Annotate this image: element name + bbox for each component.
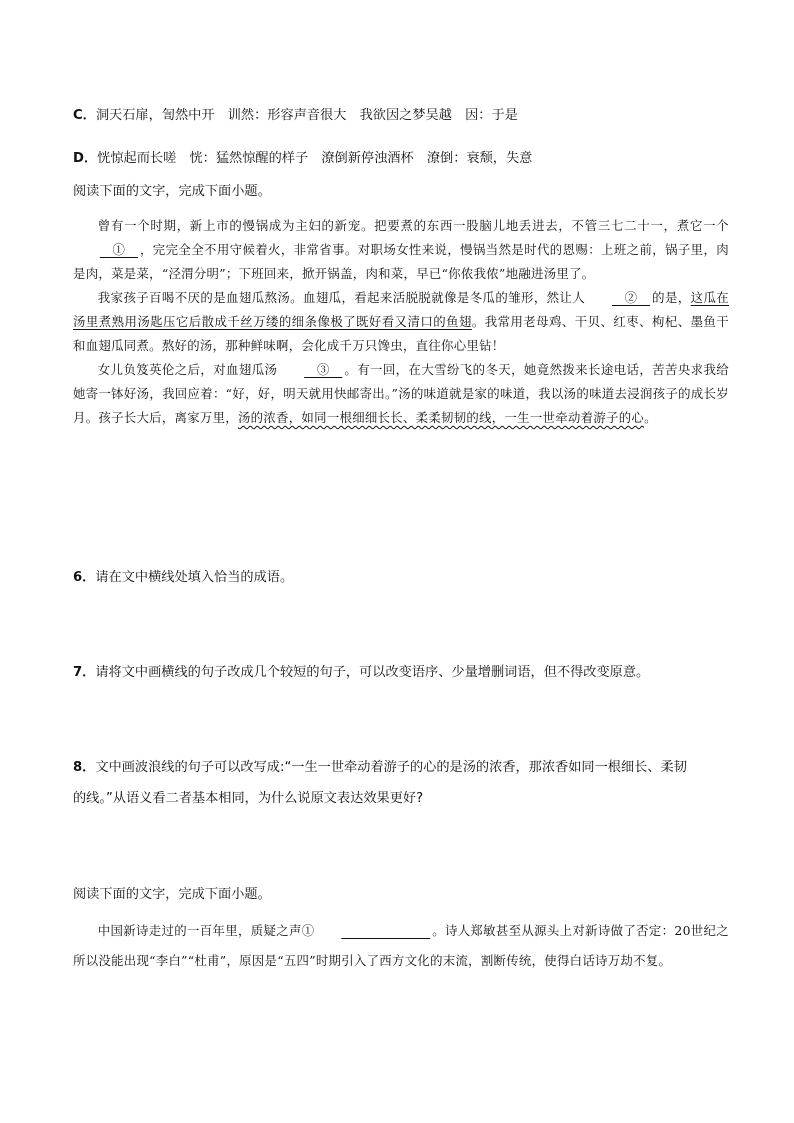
question-7-number: 7．	[73, 665, 96, 680]
option-d-letter: D．	[73, 151, 98, 166]
question-6-number: 6．	[73, 570, 96, 585]
question-7-text: 请将文中画横线的句子改成几个较短的句子，可以改变语序、少量增删词语，但不得改变原意。	[95, 665, 650, 680]
option-c-text: 洞天石扉，訇然中开 训然：形容声音很大 我欲因之梦吴越 因：于是	[95, 108, 518, 123]
reading-intro-2: 阅读下面的文字，完成下面小题。	[73, 887, 271, 902]
question-7	[73, 663, 649, 683]
question-6-text: 请在文中横线处填入恰当的成语。	[95, 570, 294, 585]
question-6	[73, 568, 293, 588]
text-run: 我家孩子百喝不厌的是血翅瓜熬汤。血翅瓜，看起来活脱脱就像是冬瓜的雏形，然让人	[97, 290, 586, 305]
text-run: 。诗人郑敏甚至从源头上对新诗做了否定：20世纪之所以没能出现“李白”“杜甫”，原因是“五四”时期引入了西方文化的末流，割断传统，使得白话诗万劫不复。	[73, 923, 729, 968]
option-c-letter: C．	[73, 108, 96, 123]
passage-1-paragraph-3	[73, 358, 729, 430]
reading-intro-1: 阅读下面的文字，完成下面小题。	[73, 184, 271, 199]
question-8-line-2: 的线。”从语义看二者基本相同，为什么说原文表达效果更好?	[73, 791, 424, 806]
question-8-text-1: 文中画波浪线的句子可以改写成:“一生一世牵动着游子的心的是汤的浓香，那浓香如同一根细长、柔韧	[95, 760, 687, 775]
underlined-sentence: 这瓜在汤里煮熟用汤匙压它后散成千丝万缕的细条像极了既好看又清口的鱼翅	[73, 290, 729, 329]
text-run: ，完完全全不用守候着火，非常省事。对职场女性来说，慢锅当然是时代的恩赐：上班之前，锅子里，肉是肉，菜是菜，“泾渭分明”；下班回来，掀开锅盖，肉和菜，早已“你侬我侬”地融进汤里了。	[73, 242, 729, 281]
passage-2	[73, 916, 729, 976]
option-d-text: 恍惊起而长嗟 恍：猛然惊醒的样子 潦倒新停浊酒杯 潦倒：衰颓，失意	[97, 151, 533, 166]
blank-2-1	[315, 916, 433, 946]
passage-2-paragraph-1	[73, 916, 729, 976]
text-run: 中国新诗走过的一百年里，质疑之声①	[97, 923, 315, 938]
text-run: 。我常用老母鸡、干贝、红枣、枸杞、墨鱼干和血翅瓜同煮。熬好的汤，那种鲜味啊，会化成千万只馋虫，直往你心里钻！	[73, 314, 729, 353]
blank-1: ①	[99, 242, 138, 257]
passage-1	[73, 214, 729, 430]
blank-3: ③	[304, 362, 343, 377]
passage-1-paragraph-2	[73, 286, 729, 358]
passage-1-paragraph-1	[73, 214, 729, 286]
text-run: 。有一回，在大雪纷飞的冬天，她竟然拨来长途电话，苦苦央求我给她寄一钵好汤，我回应着：“好，好，明天就用快邮寄出。”汤的味道就是家的味道，我以汤的味道去浸润孩子的成长岁月。孩子长大后，离家万里，	[73, 362, 730, 425]
text-run: 曾有一个时期，新上市的慢锅成为主妇的新宠。把要煮的东西一股脑儿地丢进去，不管三七二十一，煮它一个	[97, 218, 729, 233]
wavy-underlined-sentence: 汤的浓香，如同一根细细长长、柔柔韧韧的线，一生一世牵动着游子的心	[237, 410, 645, 425]
question-8-line-1	[73, 758, 687, 778]
text-run: 女儿负笈英伦之后，对血翅瓜汤	[97, 362, 278, 377]
option-d	[73, 149, 532, 169]
question-8-number: 8．	[73, 760, 96, 775]
blank-2: ②	[611, 290, 651, 305]
text-run: 。	[644, 410, 657, 425]
text-run: 的是，	[652, 290, 691, 305]
option-c	[73, 106, 518, 126]
